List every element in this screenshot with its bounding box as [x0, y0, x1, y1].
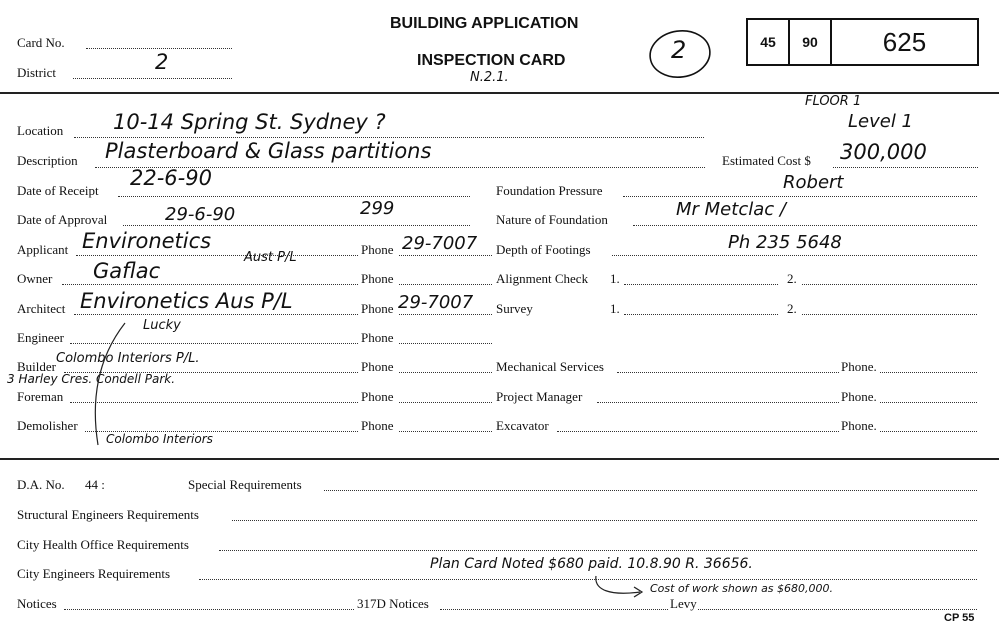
foundation-pressure-label: Foundation Pressure [496, 183, 603, 198]
notices-317-label: 317D Notices [357, 596, 429, 611]
foreman-label: Foreman [17, 389, 64, 404]
mechanical-label: Mechanical Services [496, 359, 604, 374]
approval-value: 29-6-90 [165, 204, 236, 225]
survey-line2 [802, 314, 977, 315]
architect-phone: 29-7007 [398, 292, 474, 313]
card-no-label: Card No. [17, 35, 65, 50]
nature-foundation-value: Mr Metclac / [676, 199, 786, 220]
builder-phone-label: Phone [361, 359, 394, 374]
demolisher-value: Colombo Interiors [106, 432, 213, 446]
project-manager-line [597, 402, 839, 403]
applicant-phone: 29-7007 [402, 233, 478, 254]
receipt-label: Date of Receipt [17, 183, 99, 198]
notices-line [64, 609, 354, 610]
approval-note: 299 [360, 198, 395, 219]
special-label: Special Requirements [188, 477, 302, 492]
depth-footings-value: Ph 235 5648 [728, 232, 842, 253]
card-number-box [746, 18, 979, 66]
mechanical-phone-line [880, 372, 977, 373]
engineer-label: Engineer [17, 330, 64, 345]
circled-number: 2 [671, 36, 687, 64]
approval-label: Date of Approval [17, 212, 108, 227]
level-note: Level 1 [848, 111, 914, 132]
form-code: CP 55 [944, 612, 975, 624]
card-no-line [86, 48, 232, 49]
district-line [73, 78, 232, 79]
engineer-value: Lucky [143, 318, 181, 333]
arrow-mark [590, 572, 650, 602]
architect-phone-label: Phone [361, 301, 394, 316]
receipt-value: 22-6-90 [130, 166, 212, 190]
da-label: D.A. No. [17, 477, 65, 492]
excavator-phone-line [880, 431, 977, 432]
survey-num1: 1. [610, 301, 620, 316]
city-eng-line [199, 579, 977, 580]
demolisher-phone-label: Phone [361, 418, 394, 433]
estimated-cost-value: 300,000 [840, 140, 927, 164]
foundation-pressure-value: Robert [783, 172, 844, 193]
description-value: Plasterboard & Glass partitions [105, 139, 432, 163]
foundation-pressure-line [623, 196, 977, 197]
notices-label: Notices [17, 596, 57, 611]
special-line [324, 490, 977, 491]
approval-line [123, 225, 470, 226]
survey-line1 [624, 314, 778, 315]
nature-foundation-line [633, 225, 977, 226]
depth-footings-line [612, 255, 977, 256]
cost-note: Cost of work shown as $680,000. [650, 582, 834, 595]
health-line [219, 550, 977, 551]
city-eng-label: City Engineers Requirements [17, 566, 171, 581]
levy-line [698, 609, 977, 610]
excavator-line [557, 431, 839, 432]
alignment-num2: 2. [787, 271, 797, 286]
pen-stroke-mark [80, 315, 150, 455]
project-manager-phone-line [880, 402, 977, 403]
architect-value: Environetics Aus P/L [80, 289, 293, 313]
applicant-value: Environetics [82, 229, 212, 253]
alignment-line2 [802, 284, 977, 285]
mechanical-phone-label: Phone. [841, 359, 877, 374]
applicant-phone-label: Phone [361, 242, 394, 257]
builder-label: Builder [17, 359, 56, 374]
city-eng-value: Plan Card Noted $680 paid. 10.8.90 R. 36656. [430, 556, 753, 572]
excavator-phone-label: Phone. [841, 418, 877, 433]
builder-phone-line [399, 372, 492, 373]
title-line2: INSPECTION CARD [417, 52, 566, 69]
survey-label: Survey [496, 301, 533, 316]
da-value: 44 : [85, 477, 105, 492]
owner-line [62, 284, 358, 285]
location-line [74, 137, 704, 138]
owner-phone-line [399, 284, 492, 285]
receipt-line [118, 196, 470, 197]
estimated-cost-label: Estimated Cost $ [722, 153, 811, 168]
box-number: 625 [882, 26, 927, 57]
owner-label: Owner [17, 271, 53, 286]
applicant-label: Applicant [17, 242, 69, 257]
description-label: Description [17, 153, 78, 168]
structural-label: Structural Engineers Requirements [17, 507, 199, 522]
foreman-phone-line [399, 402, 492, 403]
alignment-num1: 1. [610, 271, 620, 286]
district-value: 2 [155, 50, 169, 74]
owner-value: Gaflac [93, 259, 161, 283]
levy-label: Levy [670, 596, 697, 611]
applicant-phone-line [399, 255, 492, 256]
builder-address: 3 Harley Cres. Condell Park. [7, 372, 176, 386]
demolisher-label: Demolisher [17, 418, 78, 433]
engineer-phone-line [399, 343, 492, 344]
location-value: 10-14 Spring St. Sydney ? [113, 110, 386, 134]
demolisher-phone-line [399, 431, 492, 432]
engineer-phone-label: Phone [361, 330, 394, 345]
architect-phone-line [399, 314, 492, 315]
notices-317-line [440, 609, 668, 610]
architect-label: Architect [17, 301, 66, 316]
applicant-sub: Aust P/L [244, 250, 297, 265]
title-line1: BUILDING APPLICATION [390, 15, 579, 32]
district-label: District [17, 65, 56, 80]
alignment-label: Alignment Check [496, 271, 589, 286]
alignment-line1 [624, 284, 778, 285]
location-label: Location [17, 123, 64, 138]
foreman-phone-label: Phone [361, 389, 394, 404]
survey-num2: 2. [787, 301, 797, 316]
project-manager-phone-label: Phone. [841, 389, 877, 404]
project-manager-label: Project Manager [496, 389, 583, 404]
applicant-line [76, 255, 358, 256]
builder-value: Colombo Interiors P/L. [56, 351, 200, 366]
owner-phone-label: Phone [361, 271, 394, 286]
nature-foundation-label: Nature of Foundation [496, 212, 608, 227]
section-rule [0, 458, 999, 460]
mechanical-line [617, 372, 839, 373]
box-cell-1: 45 [748, 20, 790, 64]
excavator-label: Excavator [496, 418, 549, 433]
box-cell-2: 90 [790, 20, 832, 64]
floor-note: FLOOR 1 [805, 94, 862, 109]
handwritten-code: N.2.1. [470, 70, 509, 85]
depth-footings-label: Depth of Footings [496, 242, 591, 257]
estimated-cost-line [833, 167, 978, 168]
health-label: City Health Office Requirements [17, 537, 189, 552]
structural-line [232, 520, 977, 521]
